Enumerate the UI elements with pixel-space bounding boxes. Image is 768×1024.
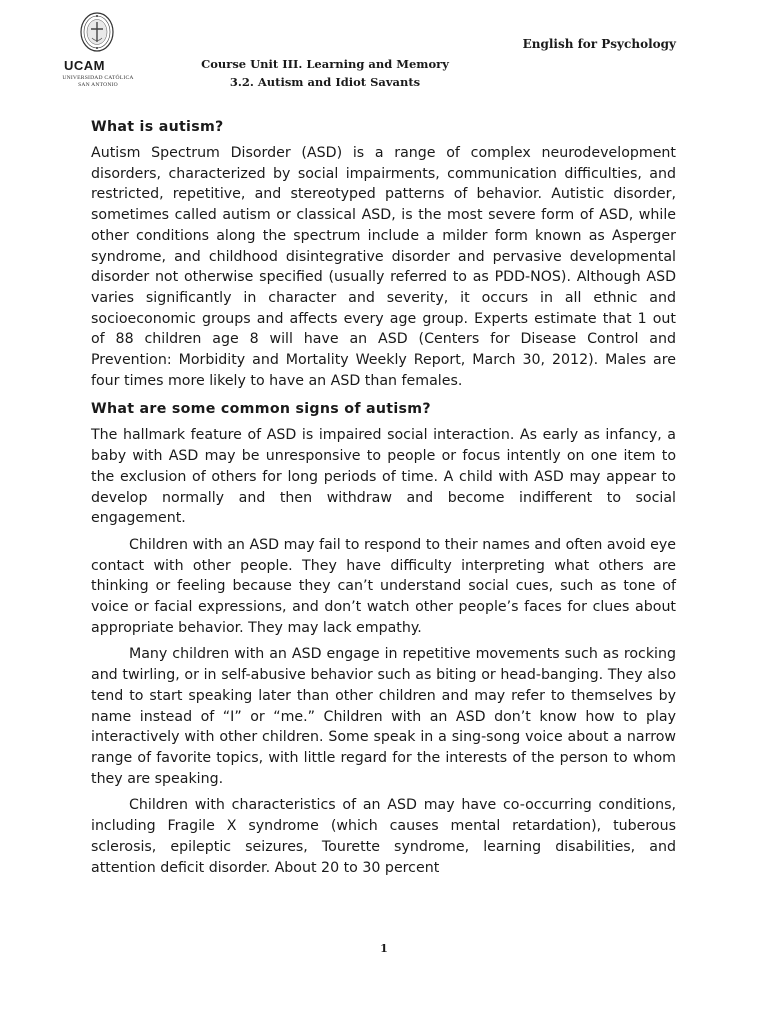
course-unit: Course Unit III. Learning and Memory [201, 57, 449, 71]
logo-name: UCAM [64, 58, 105, 73]
paragraph: Autism Spectrum Disorder (ASD) is a range of complex neurodevelopment disorders, characterized by social impairments, communication difficulties, and restricted, repetitive, and stereotyped patterns of behavior. Autistic disorder, sometimes called autism or classical ASD, is the most severe form of ASD, while other conditions along the spectrum include a milder form known as Asperger syndrome, and childhood disintegrative disorder and pervasive developmental disorder not otherwise specified (usually referred to as PDD-NOS). Although ASD varies significantly in character and severity, it occurs in all ethnic and socioeconomic groups and affects every age group. Experts estimate that 1 out of 88 children age 8 will have an ASD (Centers for Disease Control and Prevention: Morbidity and Mortality Weekly Report, March 30, 2012). Males are four times more likely to have an ASD than females. [91, 145, 676, 389]
logo-subtitle-line2: SAN ANTONIO [78, 81, 118, 88]
logo-subtitle-line1: UNIVERSIDAD CATÓLICA [62, 75, 134, 81]
paragraph: Many children with an ASD engage in repetitive movements such as rocking and twirling, or in self-abusive behavior such as biting or head-banging. They also tend to start speaking later than other children and may refer to themselves by name instead of “I” or “me.” Children with an ASD don’t know how to play interactively with other children. Some speak in a sing-song voice about a narrow range of favorite topics, with little regard for the interests of the person to whom they are speaking. [91, 646, 676, 787]
section-heading-signs: What are some common signs of autism? [91, 401, 431, 418]
main-content [91, 117, 676, 884]
paragraph: Children with characteristics of an ASD may have co-occurring conditions, including Fragile X syndrome (which causes mental retardation), tuberous sclerosis, epileptic seizures, Tourette syndrome, learning disabilities, and attention deficit disorder. About 20 to 30 percent [91, 797, 676, 876]
subject-title: English for Psychology [522, 37, 676, 51]
paragraph: The hallmark feature of ASD is impaired social interaction. As early as infancy, a baby with ASD may be unresponsive to people or focus intently on one item to the exclusion of others for long periods of time. A child with ASD may appear to develop normally and then withdraw and become indifferent to social engagement. [91, 427, 676, 527]
course-title [0, 55, 650, 91]
lesson-title: 3.2. Autism and Idiot Savants [229, 75, 421, 89]
page-number: 1 [380, 942, 388, 955]
section-heading-autism: What is autism? [91, 119, 224, 135]
paragraph: Children with an ASD may fail to respond to their names and often avoid eye contact with other people. They have difficulty interpreting what others are thinking or feeling because they can’t understand social cues, such as tone of voice or facial expressions, and don’t watch other people’s faces for clues about appropriate behavior. They may lack empathy. [91, 536, 676, 636]
university-seal-icon [79, 12, 115, 56]
